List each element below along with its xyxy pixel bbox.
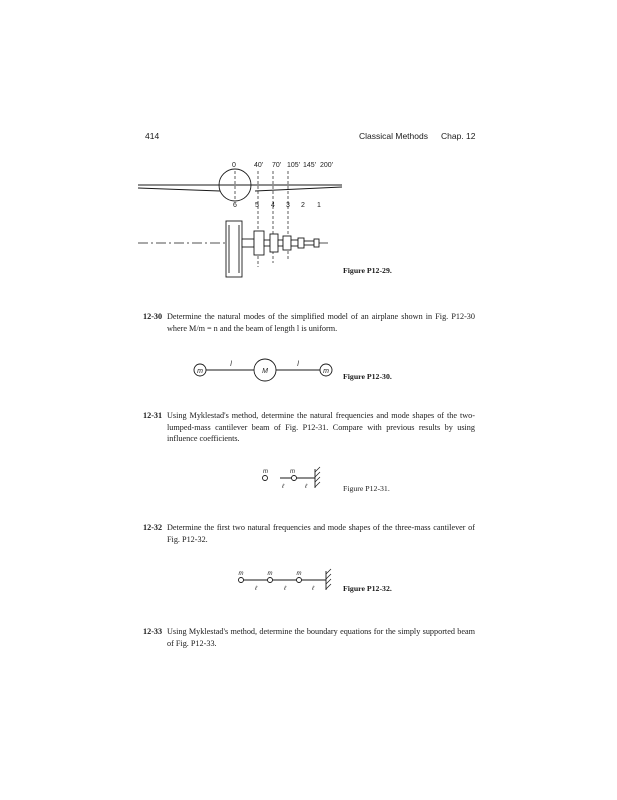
chapter-label: Chap. 12 [441,131,476,141]
problem-number: 12-30 [143,312,163,321]
fig32-length-3: ℓ [312,586,314,592]
fig29-station-200: 200' [320,162,334,169]
problem-number: 12-32 [143,523,163,532]
fig29-station-40: 40' [254,162,264,169]
fixed-wall-hatch [326,569,331,589]
fig29-station-70: 70' [272,162,282,169]
fig29-station-label-1: 1 [317,202,321,209]
figure-p12-32 [234,568,339,598]
fig32-mass-2-label: m [267,571,273,577]
fig32-mass-1-label: m [238,571,244,577]
caption-p12-32: Figure P12-32. [343,584,392,593]
figure-p12-29 [130,155,350,280]
problem-12-33 [143,626,475,649]
fig29-station-label-3: 3 [286,202,290,209]
fig32-mass-3-label: m [296,571,302,577]
fig31-length-2: ℓ [305,484,307,490]
problem-12-31 [143,410,475,445]
caption-p12-31: Figure P12-31. [343,484,390,493]
problem-text: Using Myklestad's method, determine the natural frequencies and mode shapes of the two-lumped-mass cantilever beam of Fig. P12-31. Compare with previous results by using influence coefficients. [167,411,475,443]
caption-p12-29: Figure P12-29. [343,266,392,275]
fig31-mass-top-label: m [263,469,268,475]
problem-12-30 [143,311,475,334]
wing-outline [138,169,342,201]
fig29-station-label-6: 6 [233,202,237,209]
fig29-station-label-4: 4 [271,202,275,209]
fig32-length-1: ℓ [255,586,257,592]
fig32-length-2: ℓ [284,586,286,592]
fig31-length-1: ℓ [282,484,284,490]
fig30-length-right: l [297,361,299,368]
fig29-station-label-5: 5 [255,202,259,209]
running-title: Classical Methods [359,131,428,141]
problem-12-32 [143,522,475,545]
lumped-discs [226,221,319,277]
fig29-station-0: 0 [232,162,236,169]
fig30-mass-left-label: m [197,368,203,375]
page-number: 414 [145,131,160,141]
problem-text: Determine the natural modes of the simplified model of an airplane shown in Fig. P12-30 where M/m = n and the beam of length l is uniform. [167,312,475,333]
fixed-wall-hatch [315,467,320,487]
fig29-station-105: 105' [287,162,301,169]
fig29-station-label-2: 2 [301,202,305,209]
problem-number: 12-33 [143,627,163,636]
fig31-mass-label: m [290,469,295,475]
fig30-mass-center-label: M [262,368,268,375]
fig29-station-145: 145' [303,162,317,169]
figure-p12-31 [258,466,338,496]
fig30-mass-right-label: m [323,368,329,375]
caption-p12-30: Figure P12-30. [343,372,392,381]
problem-text: Using Myklestad's method, determine the boundary equations for the simply supported beam of Fig. P12-33. [167,627,475,648]
problem-number: 12-31 [143,411,163,420]
problem-text: Determine the first two natural frequencies and mode shapes of the three-mass cantilever of Fig. P12-32. [167,523,475,544]
fig30-length-left: l [230,361,232,368]
figure-p12-30 [190,355,340,385]
